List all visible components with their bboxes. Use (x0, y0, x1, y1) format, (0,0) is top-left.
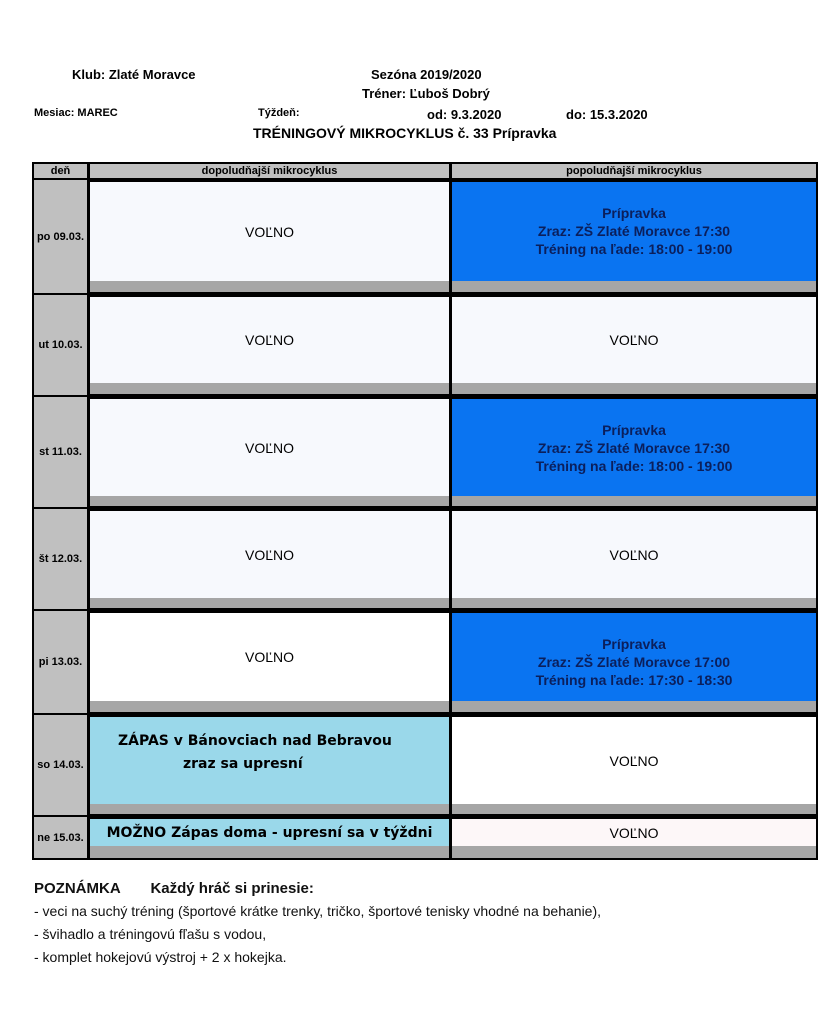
training-meetup: Zraz: ZŠ Zlaté Moravce 17:30 (537, 223, 731, 239)
note-label: POZNÁMKA (34, 880, 121, 897)
training-cell (452, 182, 816, 281)
note-line: - švihadlo a tréningovú fľašu s vodou, (34, 926, 267, 942)
day-label: pi 13.03. (38, 656, 83, 668)
training-ice-time: Tréning na ľade: 17:30 - 18:30 (535, 672, 733, 688)
afternoon-cell (452, 297, 816, 383)
row-divider (90, 496, 449, 506)
note-heading: Každý hráč si prinesie: (150, 880, 314, 897)
row-divider (452, 383, 816, 394)
free-label: VOĽNO (609, 332, 659, 348)
training-cell (452, 613, 816, 701)
row-divider (452, 496, 816, 506)
row-divider (452, 804, 816, 814)
note-line: - veci na suchý tréning (športové krátke trenky, tričko, športové tenisky vhodné na behanie), (34, 903, 602, 919)
col-header-day: deň (34, 164, 87, 178)
day-label: po 09.03. (36, 230, 85, 243)
row-divider (90, 598, 449, 608)
free-label: VOĽNO (609, 752, 659, 769)
day-label: so 14.03. (37, 759, 84, 771)
morning-cell (90, 297, 449, 383)
training-ice-time: Tréning na ľade: 18:00 - 19:00 (535, 241, 733, 257)
training-cell (452, 399, 816, 496)
free-label: VOĽNO (244, 546, 294, 563)
page-title: TRÉNINGOVÝ MIKROCYKLUS č. 33 Prípravka (253, 125, 557, 141)
row-divider (452, 701, 816, 712)
match-cell (90, 819, 449, 846)
free-label: VOĽNO (609, 824, 659, 841)
free-label: VOĽNO (244, 439, 294, 456)
month: Mesiac: MAREC (34, 107, 118, 119)
coach-name: Tréner: Ľuboš Dobrý (362, 86, 490, 101)
morning-cell (90, 399, 449, 496)
free-label: VOĽNO (609, 546, 659, 563)
afternoon-cell (452, 717, 816, 804)
day-cell (34, 180, 87, 293)
match-cell (90, 717, 449, 804)
training-group: Prípravka (602, 422, 666, 438)
row-divider (452, 281, 816, 292)
day-cell (34, 295, 87, 395)
col-header-afternoon: popoludňajší mikrocyklus (452, 164, 816, 178)
date-to: do: 15.3.2020 (566, 107, 648, 122)
afternoon-cell (452, 511, 816, 598)
row-divider (90, 701, 449, 712)
row-divider (452, 846, 816, 858)
training-group: Prípravka (602, 205, 666, 221)
day-cell (34, 611, 87, 713)
week-label: Týždeň: (258, 107, 300, 119)
day-cell (34, 715, 87, 815)
row-divider (90, 804, 449, 814)
row-divider (90, 383, 449, 394)
day-cell (34, 509, 87, 609)
day-cell (34, 817, 87, 858)
match-title: MOŽNO Zápas doma - upresní sa v týždni (106, 824, 433, 841)
date-from: od: 9.3.2020 (427, 107, 502, 122)
row-divider (90, 281, 449, 292)
training-group: Prípravka (602, 636, 666, 652)
free-label: VOĽNO (244, 649, 294, 665)
day-label: ne 15.03. (37, 831, 84, 844)
day-label: ut 10.03. (38, 339, 83, 351)
season: Sezóna 2019/2020 (371, 67, 482, 82)
note-heading-row (34, 880, 314, 897)
club-name: Klub: Zlaté Moravce (72, 67, 196, 82)
row-divider (90, 846, 449, 858)
training-meetup: Zraz: ZŠ Zlaté Moravce 17:00 (537, 654, 731, 670)
day-label: st 11.03. (39, 446, 82, 458)
col-header-morning: dopoludňajší mikrocyklus (90, 164, 449, 178)
morning-cell (90, 511, 449, 598)
row-divider (452, 598, 816, 608)
morning-cell (90, 182, 449, 281)
free-label: VOĽNO (244, 332, 294, 348)
training-ice-time: Tréning na ľade: 18:00 - 19:00 (535, 458, 733, 474)
note-line: - komplet hokejovú výstroj + 2 x hokejka. (34, 949, 287, 965)
day-label: št 12.03. (38, 553, 83, 565)
afternoon-cell (452, 819, 816, 846)
morning-cell (90, 613, 449, 701)
match-title: ZÁPAS v Bánovciach nad Bebravou (118, 733, 392, 749)
match-note: zraz sa upresní (183, 756, 303, 772)
schedule-table (32, 162, 818, 860)
day-cell (34, 397, 87, 507)
training-meetup: Zraz: ZŠ Zlaté Moravce 17:30 (537, 440, 731, 456)
free-label: VOĽNO (244, 223, 294, 240)
